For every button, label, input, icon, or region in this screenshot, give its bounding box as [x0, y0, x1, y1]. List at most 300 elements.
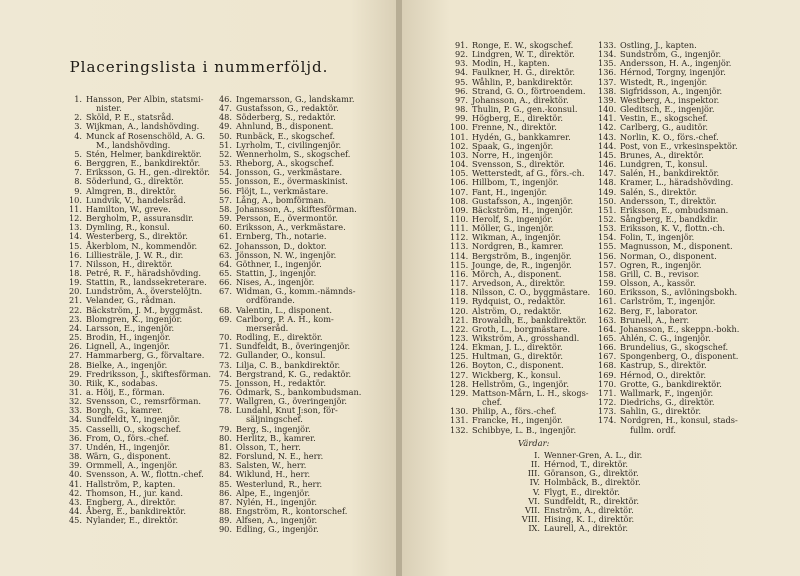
entry-text: Wikström, A., grosshandl.: [472, 333, 580, 343]
entry-text: Göthner, I., ingenjör.: [236, 258, 322, 269]
entry-number: 97.: [454, 94, 468, 105]
entry-text: M., landshövding.: [96, 139, 171, 150]
entry-text: Gullander, O., konsul.: [236, 350, 326, 361]
entry-number: 43.: [68, 496, 82, 507]
entry-number: 26.: [68, 341, 82, 352]
list-item: [214, 406, 361, 424]
entry-text: Flöjt, L., verkmästare.: [236, 185, 329, 196]
entry-number: 73.: [218, 359, 232, 370]
entry-text: Sångberg, E., bandkdir.: [620, 213, 719, 224]
entry-text: Hansson, Per Albin, statsmi-: [86, 94, 204, 104]
entry-number: VIII.: [521, 514, 540, 525]
entry-text: Sahlin, G., direktör.: [620, 406, 701, 417]
entry-number: 72.: [218, 350, 232, 361]
entry-number: 60.: [218, 222, 232, 233]
entry-text: Olsson, T., herr.: [236, 441, 301, 452]
entry-text: Eriksson, S., avlöningsbokh.: [620, 287, 738, 298]
entry-text: Flygt, E., direktör.: [544, 486, 620, 497]
entry-text: Lång, A., bomförman.: [236, 194, 327, 205]
entry-number: 95.: [454, 76, 468, 87]
entry-text: Forslund, N. E., herr.: [236, 451, 324, 462]
entry-text: Alfsen, A., ingenjör.: [236, 515, 318, 526]
entry-number: 134.: [598, 49, 617, 60]
entry-text: Enström, A., direktör.: [544, 504, 634, 515]
entry-number: 136.: [598, 67, 617, 78]
entry-text: Velander, G., rådman.: [86, 295, 176, 306]
entry-text: Eriksson, E., ombudsman.: [620, 204, 729, 215]
entry-text: Spaak, G., ingenjör.: [472, 140, 554, 151]
entry-text: Larsson, E., ingenjör.: [86, 322, 175, 333]
entry-text: Ahnlund, B., disponent.: [236, 121, 334, 132]
entry-text: Ernberg, Th., notarie.: [236, 231, 327, 242]
entry-number: 46.: [218, 94, 232, 104]
entry-text: a. Höij, E., förman.: [86, 387, 165, 397]
list-item: [64, 132, 211, 150]
entry-text: Salén, H., bankdirektör.: [620, 168, 720, 179]
entry-number: 87.: [218, 496, 232, 507]
entry-text: Boyton, C., disponent.: [472, 360, 564, 371]
entry-text: Kastrup, S., direktör.: [620, 360, 707, 371]
entry-number: 169.: [598, 369, 617, 380]
entry-number: 14.: [68, 231, 82, 242]
entry-text: Thomson, H., jur. kand.: [86, 487, 183, 498]
entry-text: Edling, G., ingenjör.: [236, 524, 319, 535]
entry-number: 118.: [450, 287, 469, 298]
entry-number: 140.: [598, 104, 617, 115]
entry-number: 128.: [450, 378, 469, 389]
entry-number: 159.: [598, 278, 617, 289]
entry-number: 2.: [74, 112, 82, 123]
entry-text: Olsson, A., kassör.: [620, 278, 696, 289]
entry-text: Magnusson, M., disponent.: [620, 241, 733, 252]
entry-text: Faulkner, H. G., direktör.: [472, 67, 576, 78]
entry-number: 129.: [450, 387, 469, 398]
entry-text: Stén, Helmer, bankdirektör.: [86, 148, 202, 159]
entry-text: Lindgren, W. T., direktör.: [472, 49, 575, 60]
entry-number: 6.: [74, 158, 82, 169]
entry-number: 36.: [68, 432, 82, 443]
entry-number: 107.: [450, 186, 469, 197]
entry-number: 28.: [68, 359, 82, 370]
entry-text: Almgren, B., direktör.: [86, 185, 177, 196]
entry-text: Hultman, G., direktör.: [472, 351, 563, 362]
entry-text: Åberg, E., bankdirektör.: [86, 506, 186, 517]
entry-text: Carlborg, P. A. H., kom-: [236, 313, 334, 324]
entry-text: Eriksson, G. H., gen.-direktör.: [86, 167, 210, 178]
entry-number: 22.: [68, 304, 82, 315]
list-item: [64, 516, 211, 525]
entry-text: Lilliesträle, J. W. R., dir.: [86, 249, 184, 260]
entry-text: Nilsson, C. O., byggmästare.: [472, 287, 591, 298]
entry-number: 13.: [68, 222, 82, 233]
entry-text: Spongenberg, O., disponent.: [620, 351, 739, 362]
entry-number: 57.: [218, 194, 232, 205]
entry-text: Alström, O., redaktör.: [472, 305, 562, 316]
entry-text: Sundfeldt, Y., ingenjör.: [86, 414, 181, 425]
entry-text: Jonsson, G., verkmästare.: [236, 167, 343, 178]
entry-number: 58.: [218, 203, 232, 214]
entry-number: 5.: [74, 148, 82, 159]
entry-text: Hérnod, O., direktör.: [620, 369, 707, 380]
entry-number: VI.: [528, 495, 540, 506]
entry-text: Brodin, H., ingenjör.: [86, 332, 171, 343]
entry-text: Sigfridsson, A., ingenjör.: [620, 85, 723, 96]
entry-text: Nylander, E., direktör.: [86, 515, 179, 526]
entry-text: Salén, S., direktör.: [620, 186, 697, 197]
entry-number: 34.: [68, 414, 82, 425]
entry-number: 80.: [218, 432, 232, 443]
list-item: [214, 315, 361, 333]
entry-text: säljningschef.: [246, 414, 303, 425]
entry-text: Norman, O., disponent.: [620, 250, 717, 261]
entry-number: 35.: [68, 423, 82, 434]
entry-number: 56.: [218, 185, 232, 196]
entry-text: Nylén, H., ingenjör.: [236, 496, 318, 507]
entry-number: 50.: [218, 130, 232, 141]
entry-number: 162.: [598, 305, 617, 316]
entry-text: Borgh, G., kamrer.: [86, 405, 163, 416]
entry-number: 172.: [598, 397, 617, 408]
entry-number: 94.: [454, 67, 468, 78]
entry-text: Lundahl, Knut J:son, för-: [236, 405, 338, 416]
entry-number: 37.: [68, 441, 82, 452]
entry-text: Wåhlin, P., bankdirektör.: [472, 76, 573, 87]
entry-number: 40.: [68, 469, 82, 480]
entry-number: 146.: [598, 159, 617, 170]
entry-number: 51.: [218, 139, 232, 150]
entry-text: Riik, K., sodabas.: [86, 377, 158, 388]
entry-text: Folin, T., ingenjör.: [620, 232, 695, 243]
entry-text: Wennerholm, S., skogschef.: [236, 148, 351, 159]
entry-text: Norlin, K. O., förs.-chef.: [620, 131, 719, 142]
entry-number: 154.: [598, 232, 617, 243]
entry-text: Stattin, J., ingenjör.: [236, 267, 317, 278]
entry-number: 83.: [218, 460, 232, 471]
entry-number: 130.: [450, 406, 469, 417]
page-title: Placeringslista i nummerföljd.: [69, 58, 329, 76]
entry-number: 12.: [68, 213, 82, 224]
entry-text: Widman, G., komm.-nämnds-: [236, 286, 356, 297]
entry-number: 18.: [68, 267, 82, 278]
entry-text: Nises, A., ingenjör.: [236, 277, 315, 288]
entry-text: Eriksson, K. V., flottn.-ch.: [620, 223, 725, 234]
entry-text: Undén, H., ingenjör.: [86, 441, 171, 452]
entry-number: 103.: [450, 149, 469, 160]
entry-text: Rydquist, O., redaktör.: [472, 296, 566, 307]
entry-text: Diedrichs, G., direktör.: [620, 397, 715, 408]
list-item: [214, 287, 361, 305]
entry-text: Hising, K. I., direktör.: [544, 514, 635, 525]
entry-text: Laurell, A., direktör.: [544, 523, 628, 534]
seating-list-column-4: [598, 41, 739, 435]
entry-text: Gustafsson, A., ingenjör.: [472, 195, 574, 206]
entry-number: 133.: [598, 40, 617, 50]
entry-text: Mattson-Mårn, L. H., skogs-: [472, 387, 589, 398]
entry-text: Strand, G. O., förtroendem.: [472, 85, 586, 96]
entry-number: 84.: [218, 469, 232, 480]
entry-number: 15.: [68, 240, 82, 251]
entry-text: Hallström, P., kapten.: [86, 478, 176, 489]
entry-number: 150.: [598, 195, 617, 206]
entry-number: 174.: [598, 415, 617, 426]
list-item: [450, 426, 590, 435]
entry-text: Wikman, A., ingenjör.: [472, 232, 562, 243]
seating-list-column-2: [214, 95, 361, 535]
entry-number: 123.: [450, 333, 469, 343]
entry-text: From, O., förs.-chef.: [86, 432, 170, 443]
entry-text: Ormmell, A., ingenjör.: [86, 460, 178, 471]
list-item: [520, 524, 642, 533]
entry-text: Westerberg, S., direktör.: [86, 231, 188, 242]
entry-number: IX.: [528, 523, 540, 534]
entry-number: 7.: [74, 167, 82, 178]
entry-text: Brunell, A., herr.: [620, 314, 690, 325]
entry-text: Norre, H., ingenjör.: [472, 149, 554, 160]
entry-number: 98.: [454, 104, 468, 115]
entry-number: 132.: [450, 424, 469, 435]
list-item: [64, 95, 211, 113]
entry-number: 171.: [598, 387, 617, 398]
entry-number: 4.: [74, 130, 82, 141]
entry-text: Bergholm, P., assuransdir.: [86, 213, 194, 224]
entry-number: 122.: [450, 323, 469, 334]
entry-text: Jounge, de, R., ingenjör.: [472, 259, 572, 270]
entry-number: 68.: [218, 304, 232, 315]
entry-text: Bäckström, H., ingenjör.: [472, 204, 574, 215]
entry-number: 69.: [218, 313, 232, 324]
entry-number: 45.: [68, 515, 82, 526]
entry-number: 110.: [450, 213, 469, 224]
entry-number: 55.: [218, 176, 232, 187]
entry-text: Lundgren, T., konsul.: [620, 159, 708, 170]
entry-text: Runbäck, E., skogschef.: [236, 130, 335, 141]
entry-text: Thulin, P. G., gen.-konsul.: [472, 104, 578, 115]
entry-number: 127.: [450, 369, 469, 380]
entry-text: ordförande.: [246, 295, 295, 306]
entry-text: Modin, H., kapten.: [472, 58, 550, 69]
entry-number: 102.: [450, 140, 469, 151]
entry-text: Kramer, L., häradshövding.: [620, 177, 734, 188]
entry-number: 74.: [218, 368, 232, 379]
entry-number: 138.: [598, 85, 617, 96]
entry-number: 54.: [218, 167, 232, 178]
entry-text: Dymling, R., konsul.: [86, 222, 170, 233]
entry-number: 96.: [454, 85, 468, 96]
entry-text: Möller, G., ingenjör.: [472, 223, 555, 234]
entry-text: Persson, E., övermontör.: [236, 213, 338, 224]
list-item: [450, 389, 590, 407]
entry-number: 29.: [68, 368, 82, 379]
entry-text: Bergström, B., ingenjör.: [472, 250, 572, 261]
entry-number: 25.: [68, 332, 82, 343]
entry-number: 30.: [68, 377, 82, 388]
entry-number: V.: [532, 486, 540, 497]
entry-text: Lignell, A., ingenjör.: [86, 341, 170, 352]
entry-number: 120.: [450, 305, 469, 316]
entry-number: 52.: [218, 148, 232, 159]
entry-number: 78.: [218, 405, 232, 416]
entry-text: Lilja, C. B., bankdirektör.: [236, 359, 341, 370]
entry-text: nister.: [96, 103, 122, 114]
entry-number: 142.: [598, 122, 617, 133]
entry-text: Fredriksson, J., skiftesförman.: [86, 368, 211, 379]
entry-number: 64.: [218, 258, 232, 269]
entry-number: 143.: [598, 131, 617, 142]
entry-text: Westberg, A., inspektor.: [620, 94, 720, 105]
entry-number: 155.: [598, 241, 617, 252]
entry-text: Arvedson, A., direktör.: [472, 278, 566, 289]
entry-text: Browaldh, E., bankdirektör.: [472, 314, 587, 325]
entry-text: Åkerblom, N., kommendör.: [86, 240, 198, 251]
entry-number: 100.: [450, 122, 469, 133]
entry-text: Sköld, P. E., statsråd.: [86, 112, 174, 123]
entry-text: Gustafsson, G., redaktör.: [236, 103, 339, 114]
entry-number: 153.: [598, 223, 617, 234]
entry-number: 105.: [450, 168, 469, 179]
entry-number: 161.: [598, 296, 617, 307]
entry-number: 48.: [218, 112, 232, 123]
entry-text: Wiklund, H., herr.: [236, 469, 311, 480]
entry-number: 164.: [598, 323, 617, 334]
entry-text: fullm. ordf.: [630, 424, 676, 435]
entry-text: Groth, L., borgmästare.: [472, 323, 571, 334]
entry-number: 76.: [218, 387, 232, 397]
entry-text: Hillbom, T., ingenjör.: [472, 177, 559, 188]
entry-text: Schibbye, L. B., ingenjör.: [472, 424, 577, 435]
entry-number: 149.: [598, 186, 617, 197]
entry-number: 65.: [218, 267, 232, 278]
entry-number: 27.: [68, 350, 82, 361]
entry-number: 112.: [450, 232, 469, 243]
entry-number: 41.: [68, 478, 82, 489]
entry-text: Lundvik, V., handelsråd.: [86, 194, 186, 205]
entry-text: Nordgren, B., kamrer.: [472, 241, 564, 252]
entry-text: Engberg, A., direktör.: [86, 496, 177, 507]
entry-text: Wärn, G., disponent.: [86, 451, 171, 462]
entry-text: Berg, S., ingenjör.: [236, 423, 311, 434]
entry-text: Eriksson, A., verkmästare.: [236, 222, 346, 233]
entry-text: Söderberg, S., redaktör.: [236, 112, 336, 123]
entry-text: Berg, F., laborator.: [620, 305, 698, 316]
entry-text: Ödmark, S., bankombudsman.: [236, 387, 362, 397]
entry-text: Petré, R. F., häradshövding.: [86, 267, 202, 278]
entry-number: 166.: [598, 342, 617, 353]
entry-number: 148.: [598, 177, 617, 188]
entry-text: Johansson, D., doktor.: [236, 240, 327, 251]
entry-number: 157.: [598, 259, 617, 270]
entry-text: Jonsson, E., övermaskinist.: [236, 176, 348, 187]
entry-text: Post, von E., vrkesinspektör.: [620, 140, 738, 151]
entry-text: Svensson, S., direktör.: [472, 159, 565, 170]
seating-list-column-3: [450, 41, 590, 435]
entry-text: Francke, H., ingenjör.: [472, 415, 563, 426]
entry-number: 71.: [218, 341, 232, 352]
entry-text: Ekman, J. L., direktör.: [472, 342, 563, 353]
entry-text: merseråd.: [246, 322, 289, 333]
entry-number: 156.: [598, 250, 617, 261]
entry-text: Andersson, H. A., ingenjör.: [620, 58, 732, 69]
entry-text: Carlström, T., ingenjör.: [620, 296, 716, 307]
entry-text: Grotte, G., bankdirektör.: [620, 378, 722, 389]
entry-text: Wenner-Gren, A. L., dir.: [544, 450, 643, 460]
entry-number: 82.: [218, 451, 232, 462]
entry-number: 92.: [454, 49, 468, 60]
entry-text: Valentin, L., disponent.: [236, 304, 332, 315]
entry-number: 108.: [450, 195, 469, 206]
entry-number: 111.: [450, 223, 469, 234]
entry-number: 147.: [598, 168, 617, 179]
entry-number: 144.: [598, 140, 617, 151]
entry-number: 63.: [218, 249, 232, 260]
entry-number: 125.: [450, 351, 469, 362]
entry-number: 62.: [218, 240, 232, 251]
entry-text: Ingemarsson, G., landskamr.: [236, 94, 355, 104]
entry-number: 135.: [598, 58, 617, 69]
entry-number: 145.: [598, 149, 617, 160]
entry-number: 49.: [218, 121, 232, 132]
entry-number: 47.: [218, 103, 232, 114]
entry-number: 152.: [598, 213, 617, 224]
entry-number: 20.: [68, 286, 82, 297]
entry-text: Ogren, R., ingenjör.: [620, 259, 702, 270]
entry-number: 85.: [218, 478, 232, 489]
entry-text: Grill, C. B., revisor.: [620, 268, 700, 279]
hosts-heading: Värdar:: [518, 438, 550, 448]
entry-text: Frenne, N., direktör.: [472, 122, 557, 133]
entry-number: 109.: [450, 204, 469, 215]
entry-text: Holmbäck, B., direktör.: [544, 477, 641, 488]
entry-text: Carlberg, G., auditör.: [620, 122, 709, 133]
entry-number: 114.: [450, 250, 469, 261]
entry-text: Fant, H., ingenjör.: [472, 186, 548, 197]
entry-number: 121.: [450, 314, 469, 325]
entry-text: Jönsson, N. W., ingenjör.: [236, 249, 337, 260]
entry-text: Brunes, A., direktör.: [620, 149, 704, 160]
entry-text: Svensson, A. W., flottn.-chef.: [86, 469, 204, 480]
entry-text: Gleditsch, E., ingenjör.: [620, 104, 715, 115]
entry-number: 59.: [218, 213, 232, 224]
entry-text: Philip, A., förs.-chef.: [472, 406, 557, 417]
entry-number: 9.: [74, 185, 82, 196]
entry-number: 89.: [218, 515, 232, 526]
entry-text: Wickberg, K., konsul.: [472, 369, 561, 380]
entry-number: 160.: [598, 287, 617, 298]
entry-number: 81.: [218, 441, 232, 452]
entry-number: 31.: [68, 387, 82, 397]
entry-text: Herlitz, B., kamrer.: [236, 432, 316, 443]
entry-number: 104.: [450, 159, 469, 170]
entry-number: 115.: [450, 259, 469, 270]
entry-number: 151.: [598, 204, 617, 215]
entry-text: Hammarberg, G., förvaltare.: [86, 350, 205, 361]
entry-number: 38.: [68, 451, 82, 462]
entry-text: Johansson, A., direktör.: [472, 94, 569, 105]
entry-text: Nordgren, H., konsul, stads-: [620, 415, 738, 426]
entry-number: 117.: [450, 278, 469, 289]
entry-number: I.: [534, 450, 540, 460]
entry-number: 106.: [450, 177, 469, 188]
entry-number: 61.: [218, 231, 232, 242]
entry-text: Lundström, A., överstelöjtn.: [86, 286, 203, 297]
entry-number: 86.: [218, 487, 232, 498]
entry-number: 126.: [450, 360, 469, 371]
entry-number: 70.: [218, 332, 232, 343]
entry-text: Hamilton, W., greve.: [86, 203, 171, 214]
entry-text: Casselli, O., skogschef.: [86, 423, 182, 434]
entry-number: 32.: [68, 396, 82, 407]
entry-text: Sundfeldt, B., överingenjör.: [236, 341, 351, 352]
entry-text: Engström, R., kontorschef.: [236, 506, 348, 517]
